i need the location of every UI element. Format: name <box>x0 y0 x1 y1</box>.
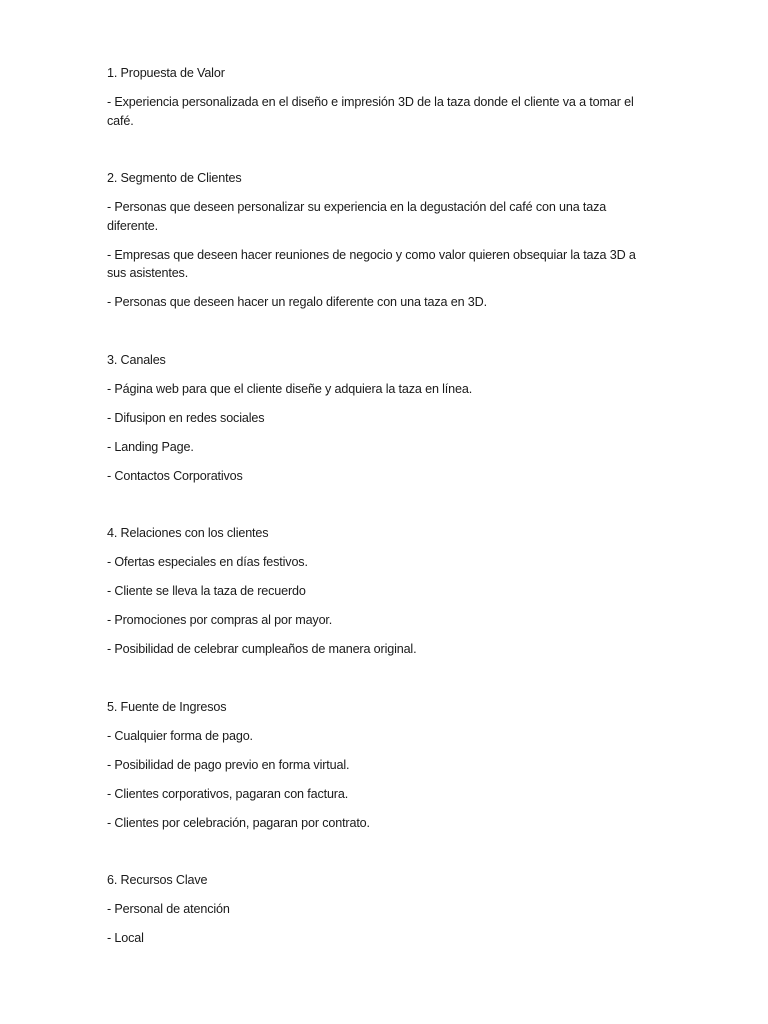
section-heading: 5. Fuente de Ingresos <box>107 699 227 714</box>
list-item: - Difusipon en redes sociales <box>107 410 265 425</box>
list-item: - Cualquier forma de pago. <box>107 728 253 743</box>
section-segmento-de-clientes <box>107 169 652 312</box>
section-heading: 3. Canales <box>107 352 166 367</box>
list-item: - Contactos Corporativos <box>107 468 243 483</box>
list-item: - Personas que deseen hacer un regalo diferente con una taza en 3D. <box>107 295 487 309</box>
section-heading: 1. Propuesta de Valor <box>107 66 225 80</box>
list-item: - Cliente se lleva la taza de recuerdo <box>107 584 306 598</box>
list-item: - Experiencia personalizada en el diseño e impresión 3D de la taza donde el cliente va a tomar el café. <box>107 95 634 128</box>
list-item: - Página web para que el cliente diseñe y adquiera la taza en línea. <box>107 381 473 396</box>
section-heading: 4. Relaciones con los clientes <box>107 526 269 540</box>
list-item: - Promociones por compras al por mayor. <box>107 613 333 627</box>
section-canales <box>107 351 652 486</box>
section-propuesta-de-valor <box>107 64 652 130</box>
list-item: - Clientes por celebración, pagaran por contrato. <box>107 815 370 830</box>
list-item: - Empresas que deseen hacer reuniones de negocio y como valor quieren obsequiar la taza 3D a sus asistentes. <box>107 247 636 280</box>
section-heading: 6. Recursos Clave <box>107 873 208 887</box>
list-item: - Posibilidad de celebrar cumpleaños de manera original. <box>107 642 417 656</box>
list-item: - Personal de atención <box>107 902 230 916</box>
list-item: - Posibilidad de pago previo en forma virtual. <box>107 757 350 772</box>
list-item: - Landing Page. <box>107 439 194 454</box>
list-item: - Clientes corporativos, pagaran con factura. <box>107 786 349 801</box>
section-heading: 2. Segmento de Clientes <box>107 171 242 185</box>
list-item: - Local <box>107 931 144 945</box>
section-relaciones-con-los-clientes <box>107 524 652 659</box>
document-body <box>107 64 652 987</box>
list-item: - Personas que deseen personalizar su experiencia en la degustación del café con una taza diferente. <box>107 200 607 233</box>
list-item: - Ofertas especiales en días festivos. <box>107 555 308 569</box>
section-fuente-de-ingresos <box>107 698 652 833</box>
section-recursos-clave <box>107 871 652 948</box>
